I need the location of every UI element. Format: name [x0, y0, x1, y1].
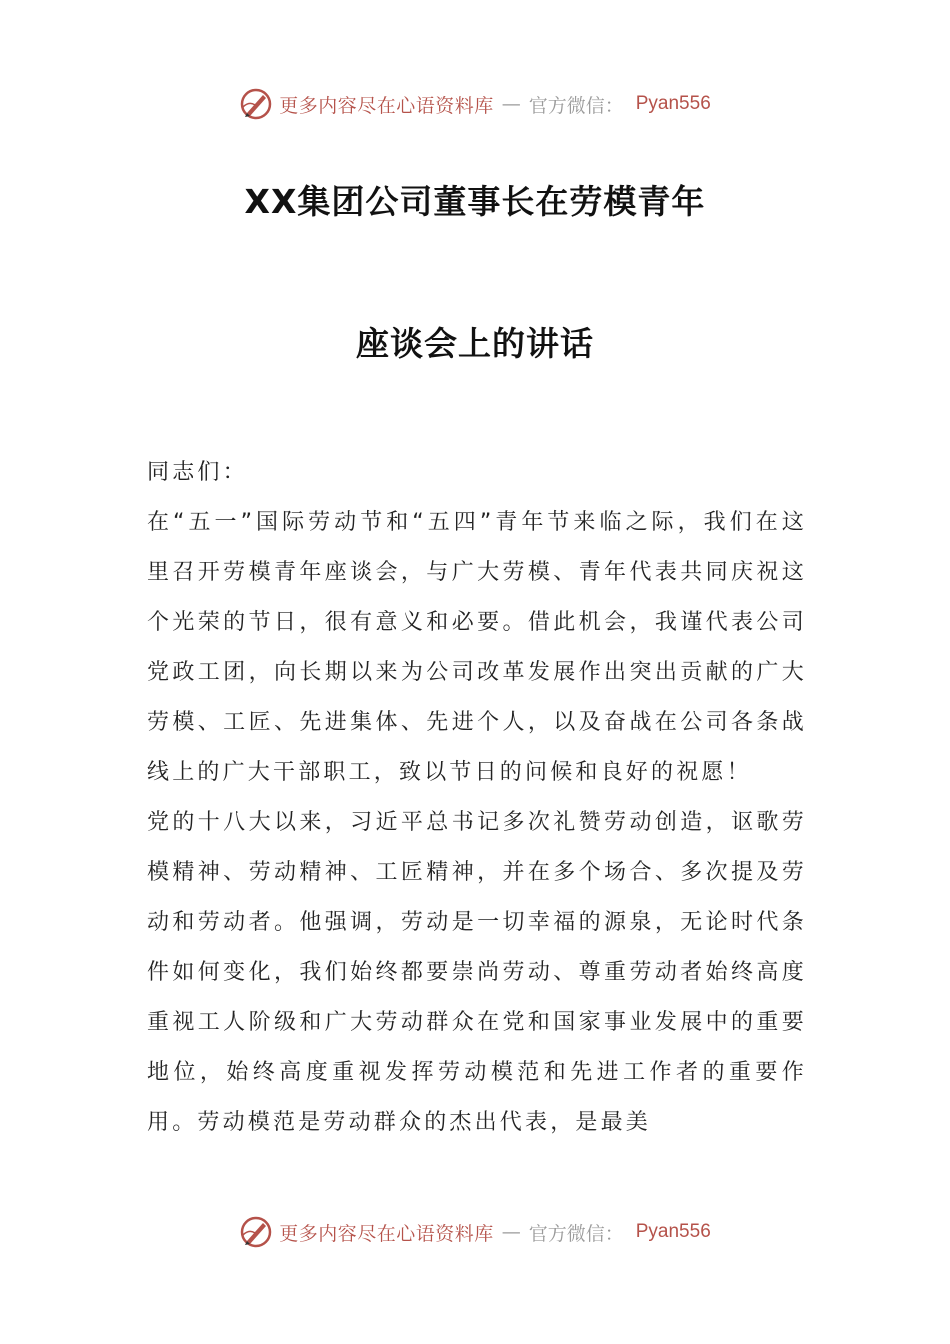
- paragraph: 党的十八大以来，习近平总书记多次礼赞劳动创造，讴歌劳模精神、劳动精神、工匠精神，并在多个场合、多次提及劳动和劳动者。他强调，劳动是一切幸福的源泉，无论时代条件如何变化，我们始终都要崇尚劳动、尊重劳动者始终高度重视工人阶级和广大劳动群众在党和国家事业发展中的重要地位，始终高度重视发挥劳动模范和先进工作者的重要作用。劳动模范是劳动群众的杰出代表，是最美: [147, 810, 807, 1135]
- banner-wechat-label: 官方微信：: [528, 1222, 624, 1245]
- salutation: 同志们：: [147, 460, 248, 485]
- banner-wechat-id: Pyan556: [635, 93, 711, 114]
- banner-dash: —: [501, 1221, 521, 1243]
- footer-banner: [0, 1212, 950, 1252]
- banner-dash: —: [501, 93, 521, 115]
- document-body: [147, 448, 807, 1148]
- header-banner: [0, 84, 950, 124]
- banner-main-text: 更多内容尽在心语资料库: [279, 94, 494, 117]
- banner-inner: [239, 87, 711, 121]
- banner-wechat-label: 官方微信：: [528, 94, 624, 117]
- pen-logo-icon: [239, 87, 273, 121]
- banner-inner: [239, 1215, 711, 1249]
- banner-wechat-id: Pyan556: [635, 1221, 711, 1242]
- document-title-line-1: XX集团公司董事长在劳模青年: [244, 182, 706, 221]
- document-title-line-2: 座谈会上的讲话: [356, 324, 594, 363]
- paragraph: 在“五一”国际劳动节和“五四”青年节来临之际，我们在这里召开劳模青年座谈会，与广大劳模、青年代表共同庆祝这个光荣的节日，很有意义和必要。借此机会，我谨代表公司党政工团，向长期以来为公司改革发展作出突出贡献的广大劳模、工匠、先进集体、先进个人，以及奋战在公司各条战线上的广大干部职工，致以节日的问候和良好的祝愿！: [147, 510, 807, 785]
- pen-logo-icon: [239, 1215, 273, 1249]
- banner-main-text: 更多内容尽在心语资料库: [279, 1222, 494, 1245]
